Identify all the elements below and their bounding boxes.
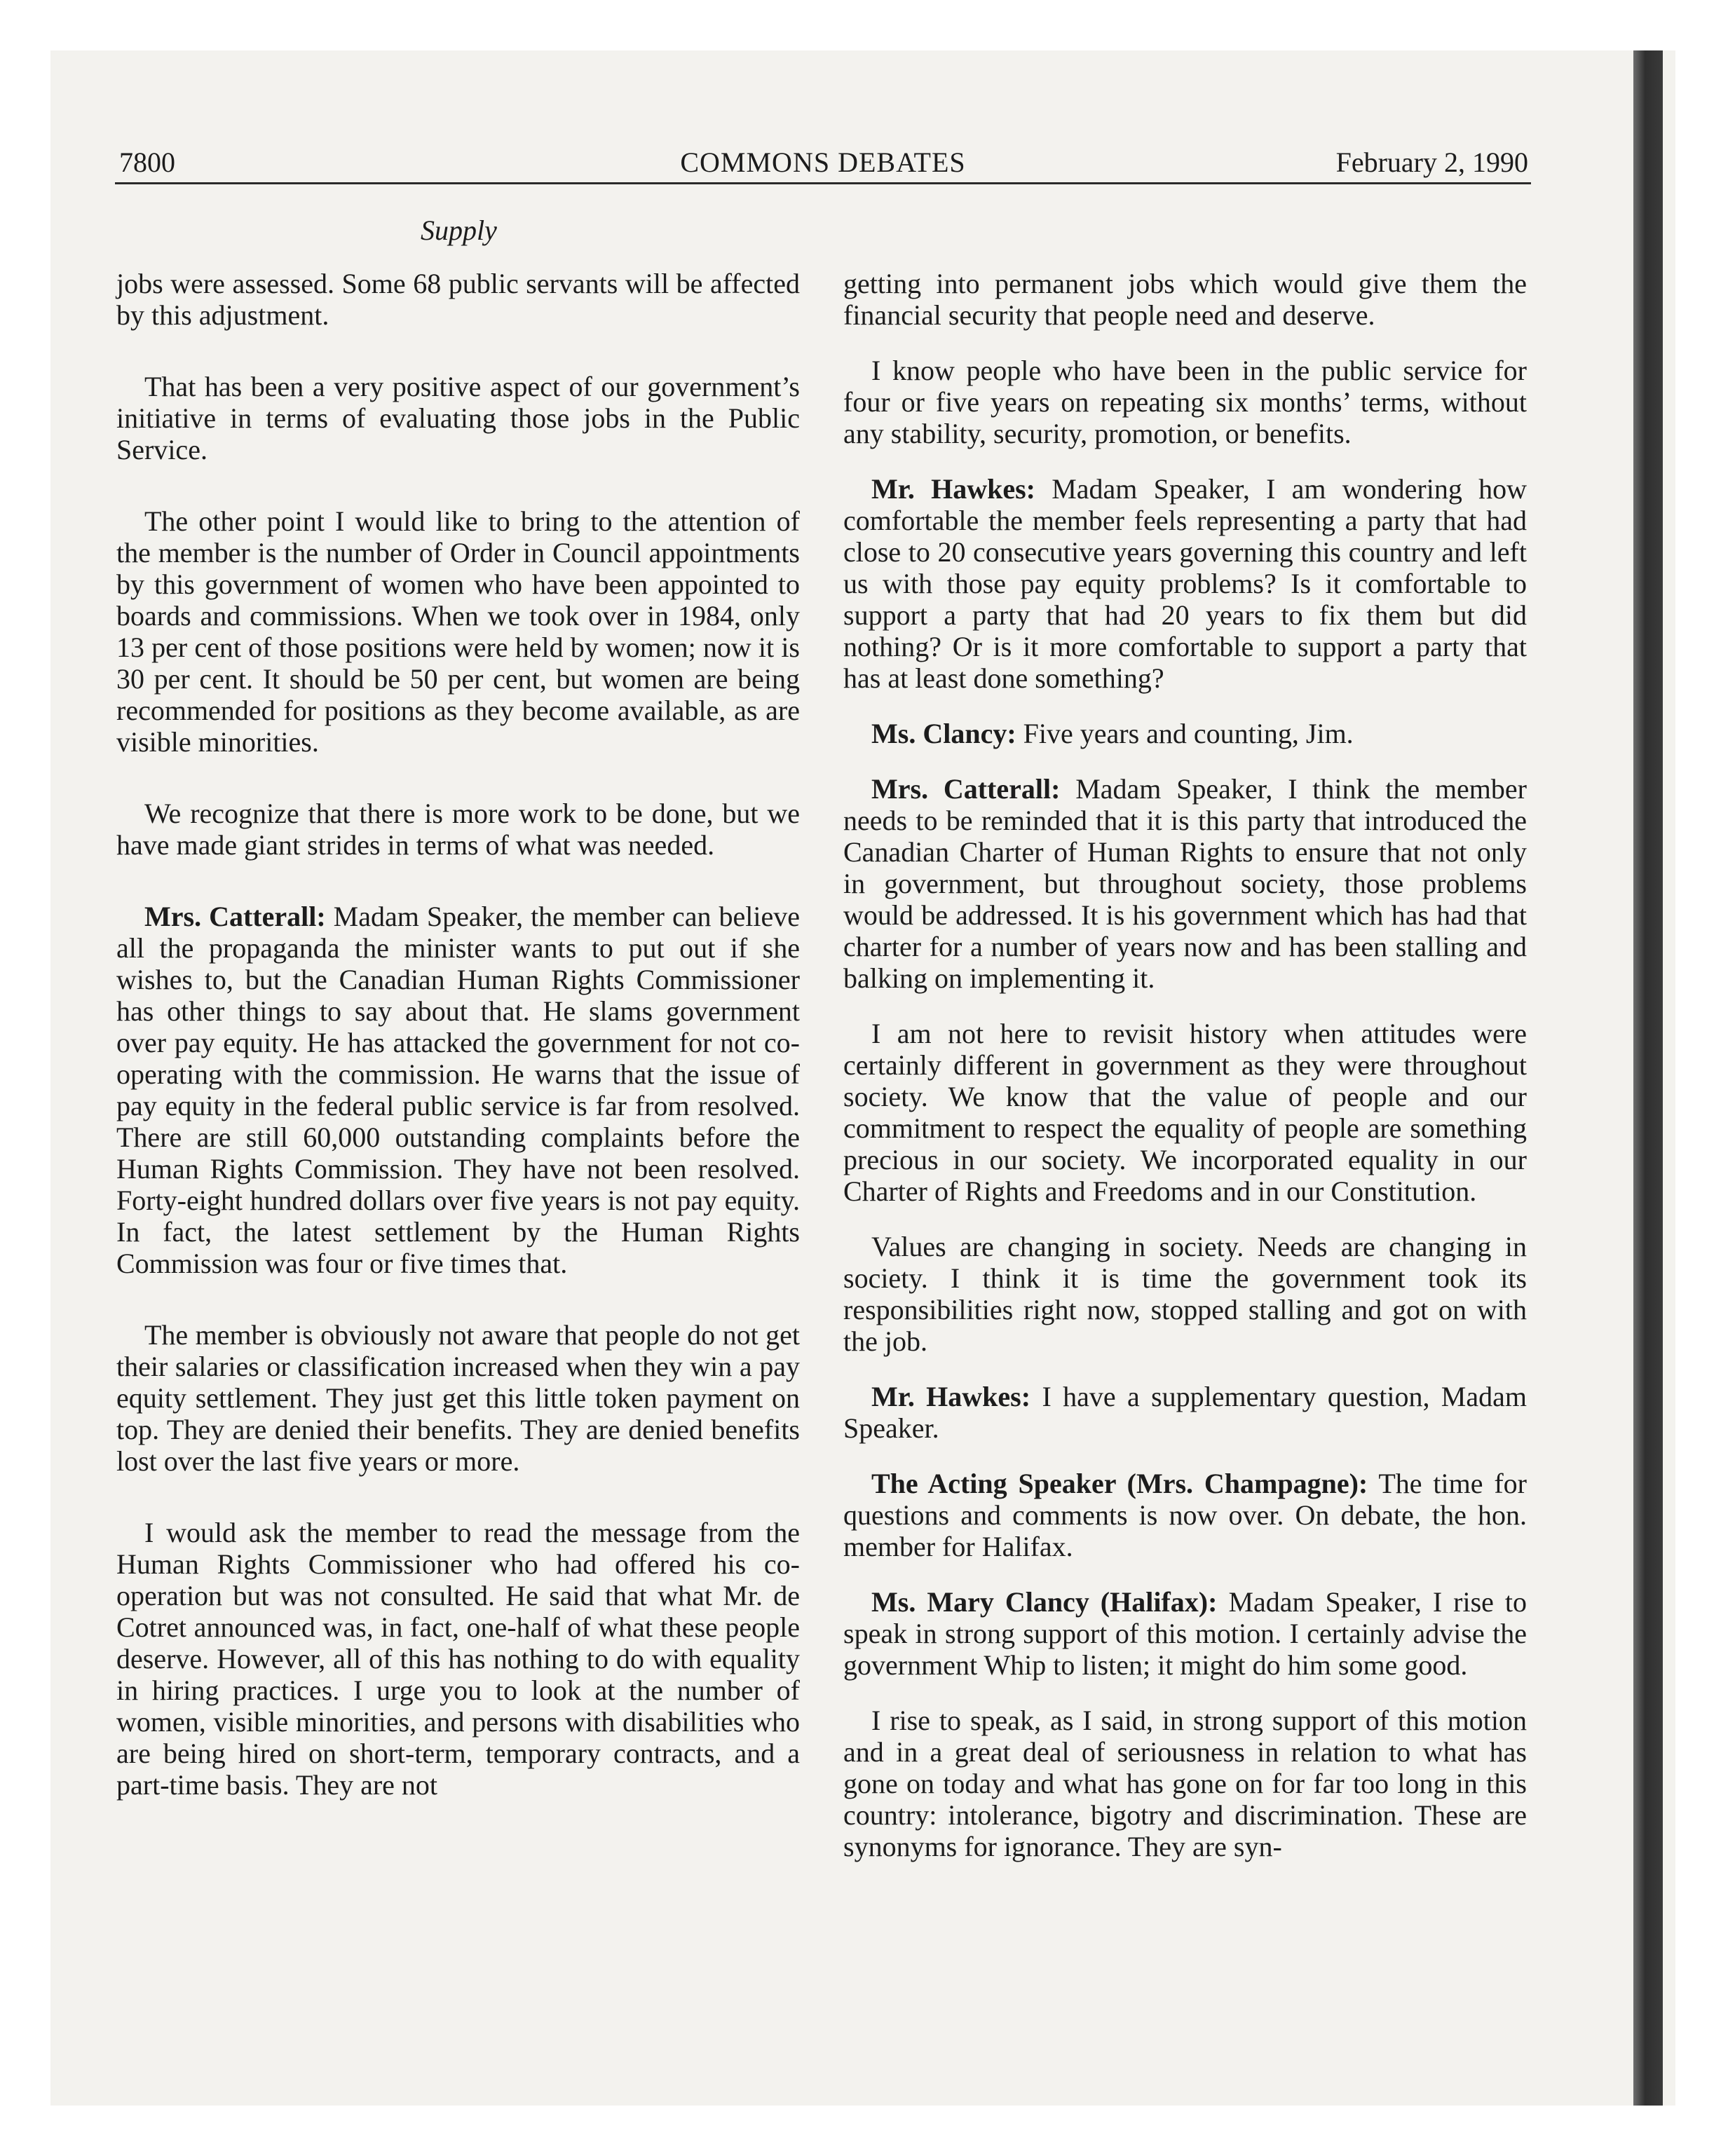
- speaker-name: The Acting Speaker (Mrs. Champagne):: [871, 1468, 1368, 1499]
- paragraph-text: getting into permanent jobs which would give them the financial security that people need and deserve.: [843, 268, 1527, 331]
- paragraph-text: The other point I would like to bring to the attention of the member is the number of Order in Council appointments by this government of women who have been appointed to boards and commissions. When we took over in 1984, only 13 per cent of those positions were held by women; now it is 30 per cent. It should be 50 per cent, but women are being recommended for positions as they become available, as are visible minorities.: [116, 505, 800, 758]
- paragraph-text: I know people who have been in the public service for four or five years on repeating six months’ terms, without any stability, security, promotion, or benefits.: [843, 355, 1527, 449]
- paragraph: [116, 371, 800, 465]
- left-column: [116, 268, 800, 1801]
- speaker-name: Mr. Hawkes:: [871, 473, 1035, 505]
- paragraph-text: I have a supplementary question, Madam Speaker.: [843, 1381, 1527, 1444]
- paragraph: [116, 268, 800, 331]
- paragraph: [843, 773, 1527, 994]
- paragraph: [843, 1231, 1527, 1357]
- paragraph-text: The member is obviously not aware that people do not get their salaries or classification increased when they win a pay equity settlement. They just get this little token payment on top. They are denied their benefits. They are denied benefits lost over the last five years or more.: [116, 1319, 800, 1477]
- paragraph: [843, 1468, 1527, 1562]
- paragraph: [843, 355, 1527, 449]
- speaker-name: Mrs. Catterall:: [144, 901, 326, 932]
- paragraph: [116, 505, 800, 758]
- paragraph: [843, 1381, 1527, 1444]
- paragraph-text: The time for questions and comments is now over. On debate, the hon. member for Halifax.: [843, 1468, 1528, 1562]
- paragraph-text: I would ask the member to read the message from the Human Rights Commissioner who had offered his co-operation but was not consulted. He said that what Mr. de Cotret announced was, in fact, one-half of what these people deserve. However, all of this has nothing to do with equality in hiring practices. I urge you to look at the number of women, visible minorities, and persons with disabilities who are being hired on short-term, temporary contracts, and a part-time basis. They are not: [116, 1517, 800, 1801]
- paragraph-text: We recognize that there is more work to be done, but we have made giant strides in terms of what was needed.: [116, 798, 800, 861]
- paragraph-text: I rise to speak, as I said, in strong support of this motion and in a great deal of seriousness in relation to what has gone on today and what has gone on for far too long in this country: intolerance, bigotry and discrimination. These are synonyms for ignorance. They are syn-: [843, 1705, 1527, 1862]
- speaker-name: Mr. Hawkes:: [871, 1381, 1031, 1412]
- paragraph: [843, 1586, 1527, 1681]
- paragraph-text: Madam Speaker, I think the member needs to be reminded that it is this party that introduced the Canadian Charter of Human Rights to ensure that not only in government, but throughout society, those problems would be addressed. It is his government which has had that charter for a number of years now and has been stalling and balking on implementing it.: [843, 773, 1527, 994]
- section-heading: Supply: [421, 214, 497, 246]
- speaker-name: Mrs. Catterall:: [871, 773, 1061, 805]
- paragraph: [843, 718, 1527, 749]
- paragraph-text: Values are changing in society. Needs are changing in society. I think it is time the government took its responsibilities right now, stopped stalling and got on with the job.: [843, 1231, 1527, 1357]
- paragraph: [843, 268, 1527, 331]
- right-column: [843, 268, 1527, 1862]
- paragraph: [116, 901, 800, 1279]
- paragraph-text: Madam Speaker, the member can believe all the propaganda the minister wants to put out if she wishes to, but the Canadian Human Rights Commissioner has other things to say about that. He slams government over pay equity. He has attacked the government for not co-operating with the commission. He warns that the issue of pay equity in the federal public service is far from resolved. There are still 60,000 outstanding complaints before the Human Rights Commission. They have not been resolved. Forty-eight hundred dollars over five years is not pay equity. In fact, the latest settlement by the Human Rights Commission was four or five times that.: [116, 901, 800, 1279]
- paragraph: [116, 1319, 800, 1477]
- paragraph-text: Five years and counting, Jim.: [1023, 718, 1354, 749]
- paragraph: [843, 1705, 1527, 1862]
- scan-binding-edge: [1633, 50, 1663, 2106]
- paragraph: [116, 1517, 800, 1801]
- paragraph: [843, 1018, 1527, 1207]
- page-date: February 2, 1990: [1335, 146, 1528, 178]
- paragraph-text: Madam Speaker, I rise to speak in strong support of this motion. I certainly advise the government Whip to listen; it might do him some good.: [843, 1586, 1528, 1681]
- paragraph-text: That has been a very positive aspect of our government’s initiative in terms of evaluating those jobs in the Public Service.: [116, 371, 800, 465]
- paragraph-text: jobs were assessed. Some 68 public servants will be affected by this adjustment.: [116, 268, 800, 331]
- journal-title: COMMONS DEBATES: [680, 146, 966, 178]
- speaker-name: Ms. Clancy:: [871, 718, 1016, 749]
- page-header: [115, 140, 1531, 184]
- paragraph: [843, 473, 1527, 694]
- speaker-name: Ms. Mary Clancy (Halifax):: [871, 1586, 1218, 1618]
- paragraph-text: Madam Speaker, I am wondering how comfortable the member feels representing a party that had close to 20 consecutive years governing this country and left us with those pay equity problems? Is it comfortable to support a party that had 20 years to fix them but did nothing? Or is it more comfortable to support a party that has at least done something?: [843, 473, 1527, 694]
- paragraph-text: I am not here to revisit history when attitudes were certainly different in government as they were throughout society. We know that the value of people and our commitment to respect the equality of people are something precious in our society. We incorporated equality in our Charter of Rights and Freedoms and in our Constitution.: [843, 1018, 1527, 1207]
- paragraph: [116, 798, 800, 861]
- page-number: 7800: [119, 146, 175, 178]
